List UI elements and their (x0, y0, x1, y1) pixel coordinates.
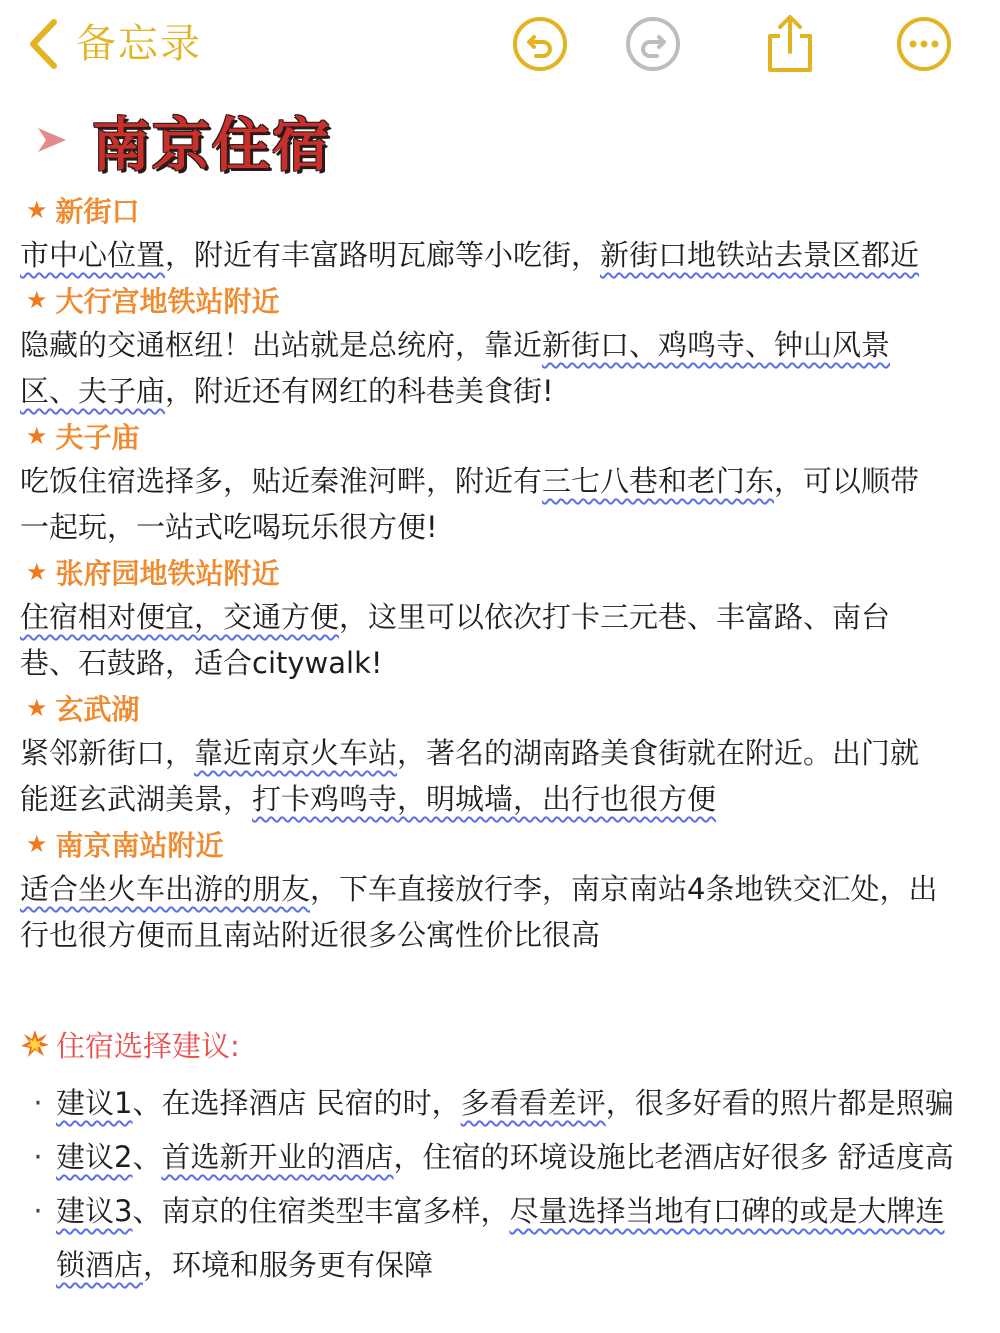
underlined-text: 住宿相对便宜，交通方便 (20, 600, 340, 634)
section-heading-row (20, 550, 985, 594)
underlined-text: 区、夫子庙 (20, 374, 166, 408)
text-line (20, 232, 985, 278)
star-icon: ★ (26, 196, 48, 224)
area-list (20, 188, 985, 958)
advice-block (20, 1020, 985, 1292)
underlined-text: 尽量选择当地有口碑的或是大牌连 (509, 1194, 945, 1228)
text-segment: 隐藏的交通枢纽！出站就是总统府，靠近 (20, 328, 543, 362)
text-segment: 、南京的住宿类型丰富多样， (132, 1194, 510, 1228)
section-body (20, 866, 985, 958)
text-line (20, 776, 985, 822)
advice-item (20, 1130, 985, 1184)
redo-icon (625, 16, 681, 72)
text-segment: 巷、石鼓路，适合citywalk! (20, 646, 383, 680)
section-heading: 南京南站附近 (55, 829, 224, 862)
text-line (20, 594, 985, 640)
section-heading: 玄武湖 (55, 693, 140, 726)
text-segment: ，这里可以依次打卡三元巷、丰富路、南台 (339, 600, 891, 634)
redo-button[interactable] (625, 16, 681, 72)
area-section (20, 278, 985, 414)
bullet-icon: · (33, 1086, 43, 1120)
text-segment: ，住宿的环境设施比老酒店好很多 舒适度高 (393, 1140, 954, 1174)
collision-icon (20, 1029, 50, 1059)
section-heading: 夫子庙 (55, 421, 140, 454)
section-body (20, 594, 985, 686)
text-line (20, 322, 985, 368)
text-line (56, 1130, 954, 1184)
text-line (20, 368, 985, 414)
underlined-text: 首选新开业的酒店 (161, 1140, 394, 1174)
back-button[interactable] (28, 18, 202, 70)
area-section (20, 686, 985, 822)
text-segment: 吃饭住宿选择多，贴近秦淮河畔，附近有 (20, 464, 543, 498)
section-body (20, 730, 985, 822)
text-line (56, 1076, 954, 1130)
text-line (20, 504, 985, 550)
advice-heading-row (20, 1020, 985, 1068)
section-heading: 新街口 (55, 195, 140, 228)
bullet-icon: · (33, 1194, 43, 1228)
star-icon: ★ (26, 558, 48, 586)
section-body (20, 232, 985, 278)
note-title-row (36, 102, 332, 178)
underlined-text: 新街口、鸡鸣寺、钟山风景 (542, 328, 891, 362)
bullet-icon: · (33, 1140, 43, 1174)
chevron-left-icon (28, 18, 58, 70)
section-heading-row (20, 188, 985, 232)
underlined-text: 建议1 (56, 1086, 133, 1120)
navigation-bar (0, 0, 1000, 92)
area-section (20, 188, 985, 278)
text-segment: ，下车直接放行李，南京南站4条地铁交汇处，出 (310, 872, 938, 906)
section-heading: 大行宫地铁站附近 (55, 285, 280, 318)
underlined-text: 打卡鸡鸣寺，明城墙，出行也很方便 (252, 782, 717, 816)
text-segment: ，环境和服务更有保障 (143, 1248, 434, 1282)
underlined-text: 建议2 (56, 1140, 133, 1174)
text-segment: 、在选择酒店 民宿的时， (132, 1086, 461, 1120)
text-line (20, 912, 985, 958)
underlined-text: 三七八巷和老门东 (542, 464, 775, 498)
text-segment: ，著名的湖南路美食街就在附近。出门就 (397, 736, 920, 770)
more-icon (896, 16, 952, 72)
area-section (20, 550, 985, 686)
text-segment: 、 (132, 1140, 162, 1174)
star-icon: ★ (26, 830, 48, 858)
underlined-text: 市中心位置 (20, 238, 166, 272)
text-segment: 行也很方便而且南站附近很多公寓性价比很高 (20, 918, 601, 952)
underlined-text: 适合坐火车出游的朋友 (20, 872, 311, 906)
underlined-text: 建议3 (56, 1194, 133, 1228)
underlined-text: 靠近南京火车站 (194, 736, 398, 770)
section-heading-row (20, 822, 985, 866)
undo-button[interactable] (512, 16, 568, 72)
section-heading-row (20, 278, 985, 322)
section-heading-row (20, 686, 985, 730)
text-line (20, 866, 985, 912)
section-body (20, 458, 985, 550)
underlined-text: 锁酒店 (56, 1248, 144, 1282)
underlined-text: 新街口地铁站去景区都近 (600, 238, 920, 272)
star-icon: ★ (26, 694, 48, 722)
text-line (20, 730, 985, 776)
arrow-right-icon (36, 126, 68, 154)
text-segment: 一起玩，一站式吃喝玩乐很方便! (20, 510, 438, 544)
undo-icon (512, 16, 568, 72)
text-segment: ，很多好看的照片都是照骗 (605, 1086, 954, 1120)
more-button[interactable] (896, 16, 952, 72)
advice-item (20, 1184, 985, 1292)
text-line (20, 458, 985, 504)
section-body (20, 322, 985, 414)
star-icon: ★ (26, 286, 48, 314)
share-button[interactable] (762, 12, 818, 68)
text-segment: ，可以顺带 (774, 464, 920, 498)
advice-text (56, 1076, 954, 1130)
text-segment: ，附近有丰富路明瓦廊等小吃街， (165, 238, 601, 272)
text-segment: ，附近还有网红的科巷美食街! (165, 374, 554, 408)
text-line (20, 640, 985, 686)
advice-item (20, 1076, 985, 1130)
advice-text (56, 1130, 954, 1184)
share-icon (762, 12, 818, 74)
star-icon: ★ (26, 422, 48, 450)
advice-list (20, 1076, 985, 1292)
area-section (20, 414, 985, 550)
note-title: 南京住宿 (92, 111, 333, 179)
advice-heading: 住宿选择建议: (56, 1028, 240, 1063)
area-section (20, 822, 985, 958)
section-heading-row (20, 414, 985, 458)
text-segment: 能逛玄武湖美景， (20, 782, 253, 816)
back-label: 备忘录 (76, 21, 202, 67)
text-segment: 紧邻新街口， (20, 736, 195, 770)
text-line (56, 1238, 944, 1292)
text-line (56, 1184, 944, 1238)
advice-text (56, 1184, 944, 1292)
underlined-text: 多看看差评 (460, 1086, 606, 1120)
section-heading: 张府园地铁站附近 (55, 557, 280, 590)
